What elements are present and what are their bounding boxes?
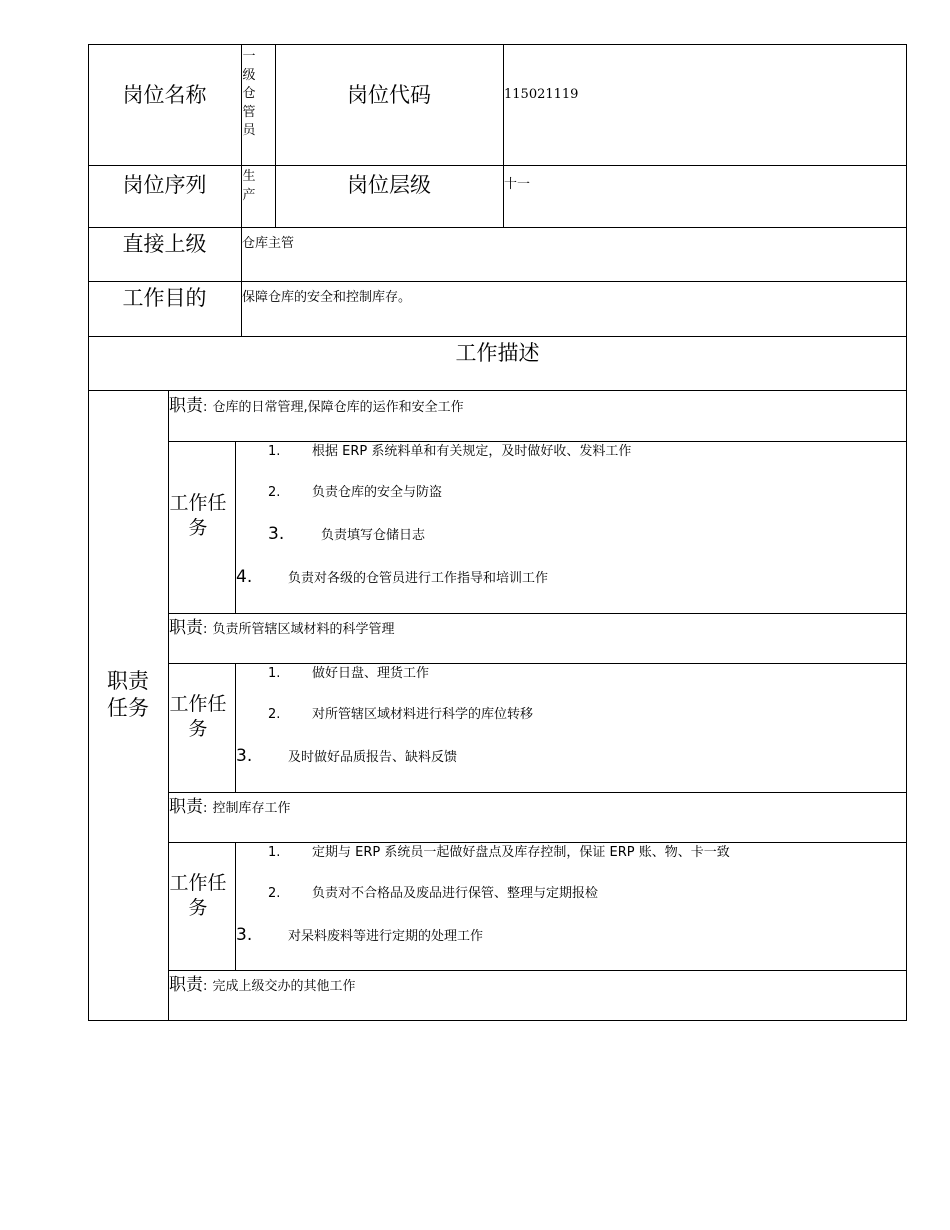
duty-2 — [169, 616, 395, 642]
position-series-value: 生产 — [242, 169, 256, 203]
task-item: 对呆料废料等进行定期的处理工作 — [288, 929, 484, 944]
description-title: 工作描述 — [455, 341, 540, 365]
position-code-label: 岗位代码 — [347, 83, 431, 107]
duty-label: 职责 — [169, 618, 203, 638]
task-number: 4. — [236, 567, 253, 587]
task-label: 工作任务 — [169, 872, 227, 919]
task-number: 2. — [268, 886, 281, 901]
task-number: 1. — [268, 444, 281, 459]
task-number: 3. — [236, 925, 253, 945]
duty-3 — [169, 795, 291, 821]
duty-label: 职责 — [169, 975, 203, 995]
task-item: 负责仓库的安全与防盗 — [312, 485, 443, 500]
position-level-value: 十一 — [504, 177, 531, 192]
task-label: 工作任务 — [169, 693, 227, 740]
task-number: 1. — [268, 845, 281, 860]
position-name-value: 一级仓管员 — [242, 49, 256, 138]
supervisor-label: 直接上级 — [122, 232, 207, 256]
position-code-value: 115021119 — [504, 87, 579, 102]
duty-label: 职责 — [169, 797, 203, 817]
task-item: 根据 ERP 系统料单和有关规定，及时做好收、发料工作 — [312, 444, 632, 459]
task-number: 3. — [236, 746, 253, 766]
duty-text: 控制库存工作 — [212, 801, 291, 816]
duty-label: 职责 — [169, 396, 203, 416]
purpose-label: 工作目的 — [122, 286, 207, 310]
task-item: 负责填写仓储日志 — [321, 528, 426, 543]
task-item: 定期与 ERP 系统员一起做好盘点及库存控制，保证 ERP 账、物、卡一致 — [312, 845, 730, 860]
duty-colon: : — [203, 801, 208, 816]
task-item: 负责对各级的仓管员进行工作指导和培训工作 — [288, 571, 549, 586]
duty-colon: : — [203, 979, 208, 994]
task-item: 对所管辖区域材料进行科学的库位转移 — [312, 707, 534, 722]
position-name-label: 岗位名称 — [122, 83, 207, 107]
task-number: 1. — [268, 666, 281, 681]
supervisor-value: 仓库主管 — [242, 236, 295, 251]
task-number: 2. — [268, 707, 281, 722]
task-item: 及时做好品质报告、缺料反馈 — [288, 750, 458, 765]
duty-colon: : — [203, 400, 208, 415]
task-item: 做好日盘、理货工作 — [312, 666, 430, 681]
position-series-label: 岗位序列 — [122, 173, 207, 197]
task-item: 负责对不合格品及废品进行保管、整理与定期报检 — [312, 886, 599, 901]
duty-text: 仓库的日常管理,保障仓库的运作和安全工作 — [212, 400, 464, 415]
duty-colon: : — [203, 622, 208, 637]
duty-1 — [169, 394, 464, 420]
position-level-label: 岗位层级 — [347, 173, 431, 197]
duties-label: 职责任务 — [107, 669, 149, 720]
purpose-value: 保障仓库的安全和控制库存。 — [242, 290, 412, 305]
task-number: 3. — [268, 524, 285, 544]
duty-text: 完成上级交办的其他工作 — [212, 979, 356, 994]
task-number: 2. — [268, 485, 281, 500]
duty-4 — [169, 973, 356, 999]
task-label: 工作任务 — [169, 492, 227, 539]
duty-text: 负责所管辖区域材料的科学管理 — [212, 622, 395, 637]
